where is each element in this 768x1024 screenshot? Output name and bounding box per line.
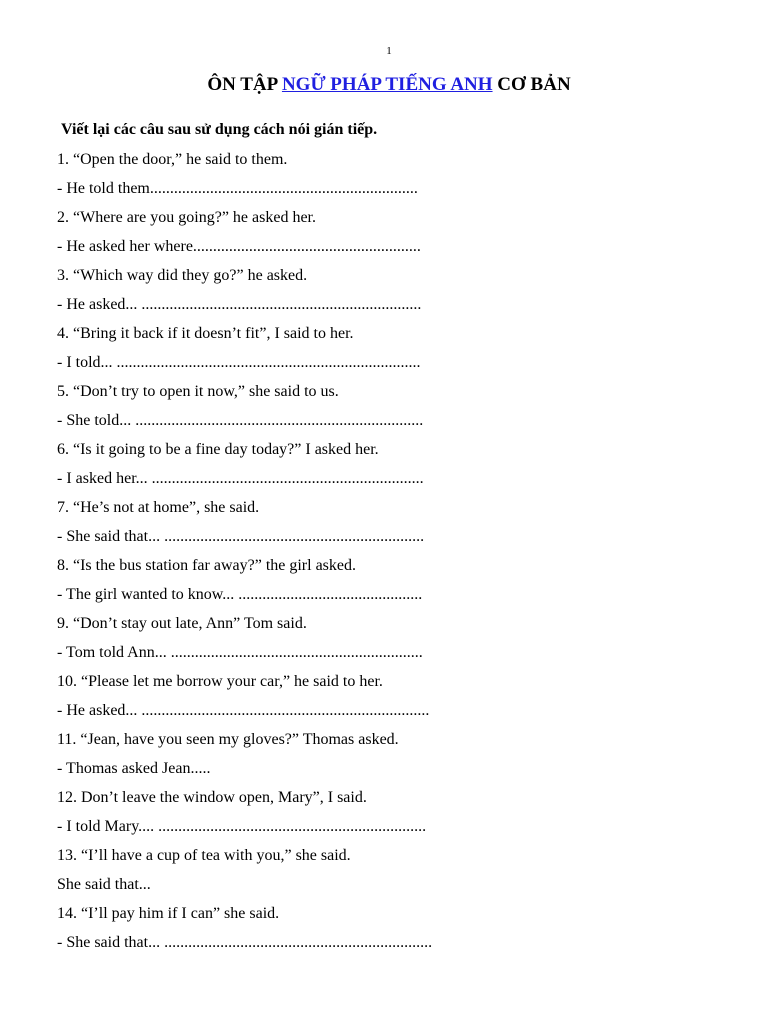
exercise-item [57, 319, 737, 377]
exercise-item [57, 377, 737, 435]
exercise-answer: - I told Mary.... ................................................................... [57, 818, 427, 835]
exercise-answer: - She said that... ................................................................. [57, 528, 425, 545]
exercise-item [57, 841, 737, 899]
exercise-question: 1. “Open the door,” he said to them. [57, 151, 288, 168]
title-suffix: CƠ BẢN [492, 74, 571, 95]
exercise-question: 3. “Which way did they go?” he asked. [57, 267, 308, 284]
exercise-question: 14. “I’ll pay him if I can” she said. [57, 905, 280, 922]
exercise-item [57, 899, 737, 957]
exercise-question: 5. “Don’t try to open it now,” she said to us. [57, 383, 339, 400]
exercise-answer: - Thomas asked Jean..... [57, 760, 211, 777]
exercise-item [57, 145, 737, 203]
exercise-item [57, 261, 737, 319]
exercise-item [57, 783, 737, 841]
page-title [0, 72, 768, 98]
exercise-instruction: Viết lại các câu sau sử dụng cách nói gián tiếp. [61, 121, 378, 138]
title-link[interactable]: NGỮ PHÁP TIẾNG ANH [281, 74, 493, 95]
exercise-question: 10. “Please let me borrow your car,” he said to her. [57, 673, 383, 690]
exercise-answer: - He asked... ........................................................................ [57, 702, 430, 719]
exercise-answer: - Tom told Ann... ............................................................... [57, 644, 423, 661]
exercise-answer: - He asked her where......................................................... [57, 238, 421, 255]
title-prefix: ÔN TẬP [207, 74, 282, 95]
exercise-answer: - He told them................................................................... [57, 180, 418, 197]
exercise-question: 13. “I’ll have a cup of tea with you,” she said. [57, 847, 351, 864]
exercise-list [57, 145, 737, 957]
exercise-answer: She said that... [57, 876, 151, 893]
exercise-question: 6. “Is it going to be a fine day today?” I asked her. [57, 441, 379, 458]
exercise-answer: - She said that... ................................................................... [57, 934, 433, 951]
exercise-item [57, 493, 737, 551]
exercise-question: 9. “Don’t stay out late, Ann” Tom said. [57, 615, 307, 632]
exercise-item [57, 203, 737, 261]
exercise-question: 4. “Bring it back if it doesn’t fit”, I said to her. [57, 325, 354, 342]
exercise-item [57, 725, 737, 783]
exercise-answer: - The girl wanted to know... .............................................. [57, 586, 423, 603]
exercise-item [57, 435, 737, 493]
exercise-question: 7. “He’s not at home”, she said. [57, 499, 260, 516]
exercise-item [57, 609, 737, 667]
exercise-item [57, 667, 737, 725]
exercise-answer: - He asked... ...................................................................... [57, 296, 422, 313]
exercise-question: 11. “Jean, have you seen my gloves?” Thomas asked. [57, 731, 399, 748]
page-number: 1 [386, 45, 392, 57]
exercise-answer: - She told... ........................................................................ [57, 412, 424, 429]
exercise-question: 2. “Where are you going?” he asked her. [57, 209, 316, 226]
exercise-question: 12. Don’t leave the window open, Mary”, I said. [57, 789, 367, 806]
exercise-item [57, 551, 737, 609]
exercise-answer: - I told... ............................................................................ [57, 354, 421, 371]
exercise-answer: - I asked her... .................................................................... [57, 470, 424, 487]
exercise-question: 8. “Is the bus station far away?” the girl asked. [57, 557, 357, 574]
